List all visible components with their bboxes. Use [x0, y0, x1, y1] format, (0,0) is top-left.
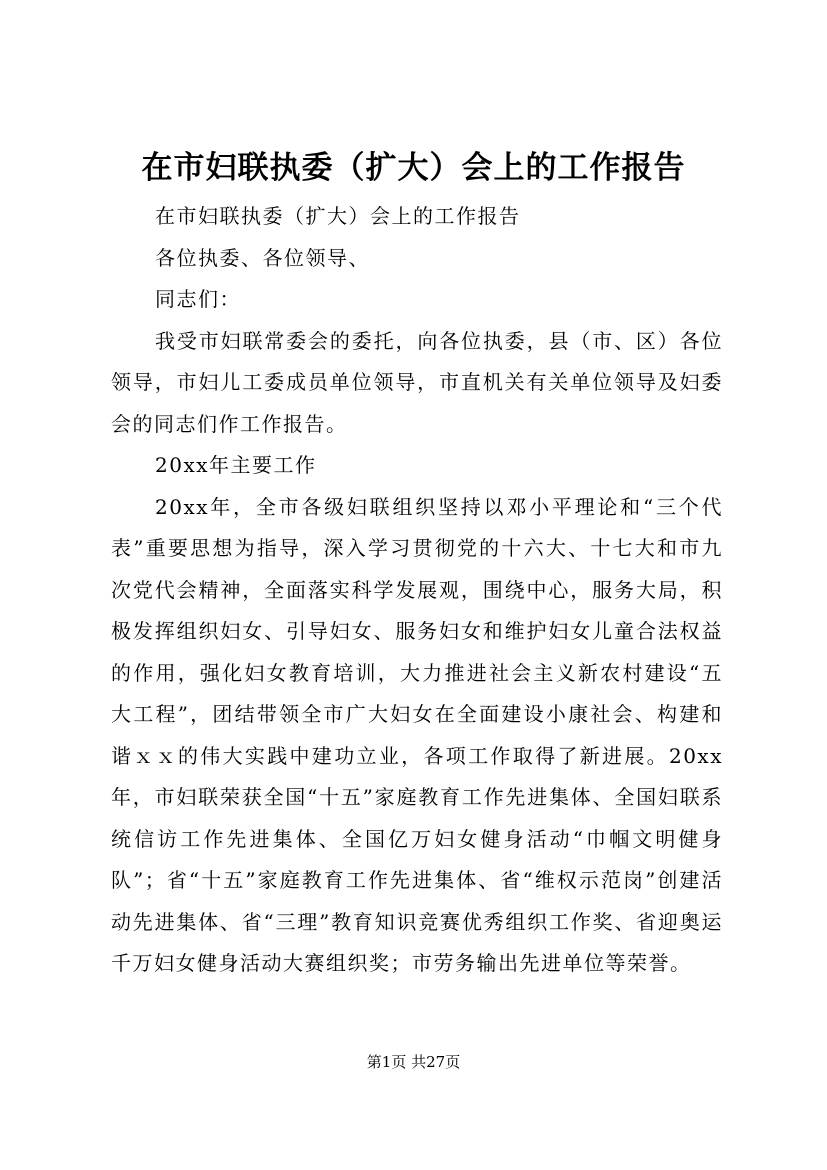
document-body: [111, 196, 723, 985]
section-heading: 20xx年主要工作: [155, 453, 317, 477]
document-title: 在市妇联执委（扩大）会上的工作报告: [141, 150, 686, 186]
paragraph-intro: 我受市妇联常委会的委托，向各位执委，县（市、区）各位领导，市妇儿工委成员单位领导，市直机关有关单位领导及妇委会的同志们作工作报告。: [111, 328, 723, 436]
page-footer: 第1页 共27页: [366, 1053, 461, 1071]
paragraph-main: 20xx年，全市各级妇联组织坚持以邓小平理论和“三个代表”重要思想为指导，深入学习贯彻党的十六大、十七大和市九次党代会精神，全面落实科学发展观，围绕中心，服务大局，积极发挥组织妇女、引导妇女、服务妇女和维护妇女儿童合法权益的作用，强化妇女教育培训，大力推进社会主义新农村建设“五大工程”，团结带领全市广大妇女在全面建设小康社会、构建和谐ｘｘ的伟大实践中建功立业，各项工作取得了新进展。20xx年，市妇联荣获全国“十五”家庭教育工作先进集体、全国妇联系统信访工作先进集体、全国亿万妇女健身活动“巾帼文明健身队”；省“十五”家庭教育工作先进集体、省“维权示范岗”创建活动先进集体、省“三理”教育知识竞赛优秀组织工作奖、省迎奥运千万妇女健身活动大赛组织奖；市劳务输出先进单位等荣誉。: [111, 494, 723, 975]
paragraph-subtitle: 在市妇联执委（扩大）会上的工作报告: [155, 204, 521, 228]
paragraph-salutation-2: 同志们：: [155, 287, 241, 311]
paragraph-salutation: 各位执委、各位领导、: [155, 245, 370, 270]
